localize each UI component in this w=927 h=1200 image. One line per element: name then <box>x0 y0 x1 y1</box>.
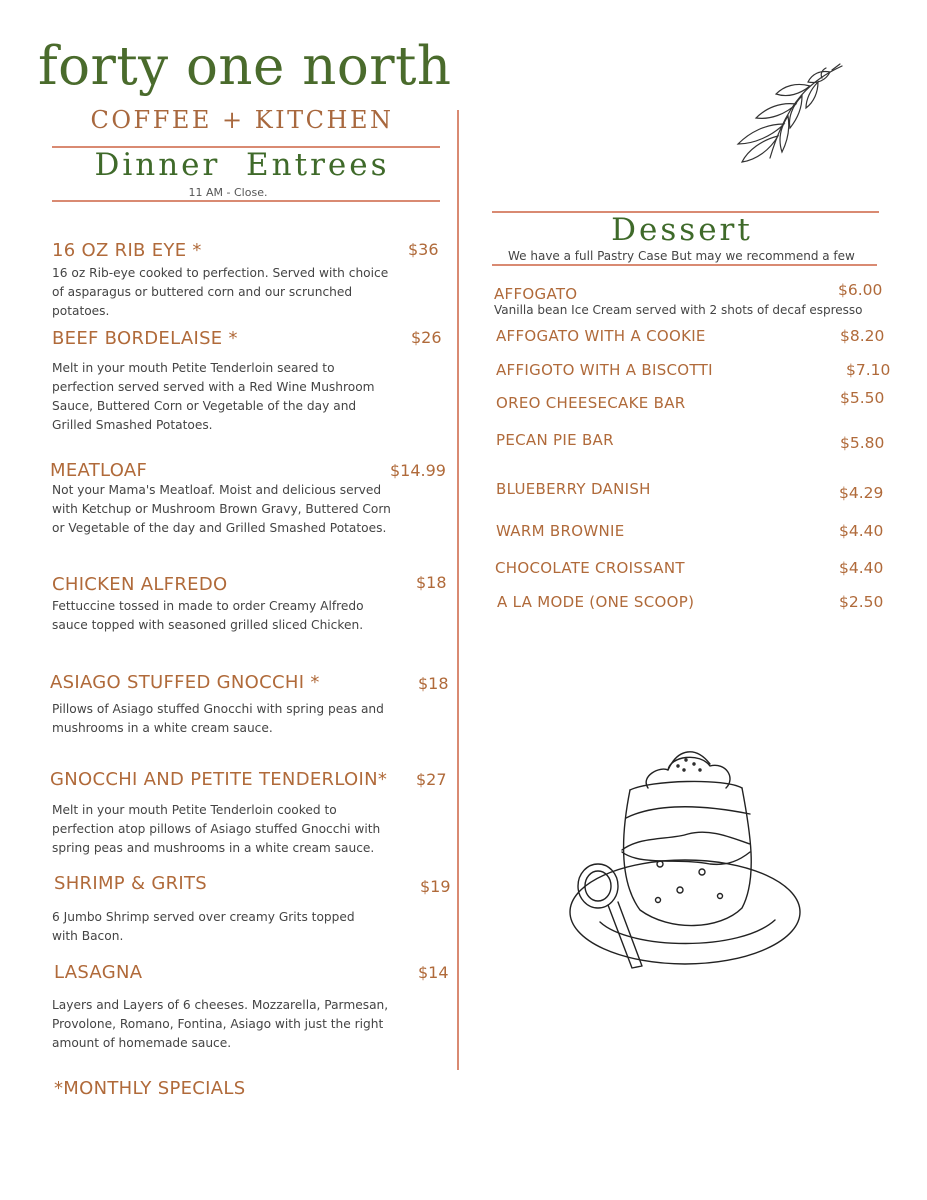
dinner-item-name: CHICKEN ALFREDO <box>52 574 228 595</box>
dinner-footnote: *MONTHLY SPECIALS <box>54 1078 246 1099</box>
dessert-item-name: AFFOGATO <box>494 285 578 303</box>
dessert-item-price: $4.40 <box>839 522 884 540</box>
dinner-bottom-rule <box>52 200 440 202</box>
dinner-item-name: LASAGNA <box>54 962 143 983</box>
dinner-item-price: $14 <box>418 963 449 982</box>
dinner-item-desc: Layers and Layers of 6 cheeses. Mozzarella, Parmesan, Provolone, Romano, Fontina, Asiago with just the right amount of homemade sauce. <box>52 998 389 1050</box>
dessert-item-price: $8.20 <box>840 327 885 345</box>
dinner-item-price: $18 <box>418 674 449 693</box>
dessert-item-name: PECAN PIE BAR <box>496 431 614 449</box>
dinner-item-name: SHRIMP & GRITS <box>54 873 208 894</box>
dessert-item-name: BLUEBERRY DANISH <box>496 480 651 498</box>
dessert-cup-icon <box>560 740 810 980</box>
dinner-item-name: BEEF BORDELAISE * <box>52 328 238 349</box>
dessert-item-price: $2.50 <box>839 593 884 611</box>
dinner-item-price: $26 <box>411 328 442 347</box>
dinner-item-desc: Pillows of Asiago stuffed Gnocchi with spring peas and mushrooms in a white cream sauce. <box>52 702 384 735</box>
dinner-item-desc: Fettuccine tossed in made to order Creamy Alfredo sauce topped with seasoned grilled sliced Chicken. <box>52 599 364 632</box>
dessert-item-name: A LA MODE (ONE SCOOP) <box>497 593 695 611</box>
dinner-item-name: 16 OZ RIB EYE * <box>52 240 202 261</box>
brand-subtitle: COFFEE + KITCHEN <box>90 106 394 134</box>
dessert-item-desc: Vanilla bean Ice Cream served with 2 shots of decaf espresso <box>494 303 863 317</box>
dinner-hours: 11 AM - Close. <box>188 186 268 199</box>
dinner-item-desc: 6 Jumbo Shrimp served over creamy Grits topped with Bacon. <box>52 910 355 943</box>
dessert-item-name: OREO CHEESECAKE BAR <box>496 394 686 412</box>
dessert-item-price: $4.40 <box>839 559 884 577</box>
dessert-item-name: WARM BROWNIE <box>496 522 625 540</box>
dessert-note: We have a full Pastry Case But may we recommend a few <box>508 249 855 263</box>
dinner-item-desc: Melt in your mouth Petite Tenderloin cooked to perfection atop pillows of Asiago stuffed Gnocchi with spring peas and mushrooms in a white cream sauce. <box>52 803 381 855</box>
leaf-branch-icon <box>692 60 852 170</box>
dessert-item-price: $6.00 <box>838 281 883 299</box>
dinner-item-desc: 16 oz Rib-eye cooked to perfection. Served with choice of asparagus or buttered corn and our scrunched potatoes. <box>52 266 389 318</box>
dinner-item-name: ASIAGO STUFFED GNOCCHI * <box>50 672 320 693</box>
dinner-item-price: $18 <box>416 573 447 592</box>
dinner-item-name: MEATLOAF <box>50 460 148 481</box>
dinner-item-price: $14.99 <box>390 461 446 480</box>
dinner-item-price: $27 <box>416 770 447 789</box>
dinner-title: Dinner Entrees <box>94 147 390 183</box>
column-divider <box>457 110 459 1070</box>
dinner-item-price: $36 <box>408 240 439 259</box>
dessert-item-name: AFFIGOTO WITH A BISCOTTI <box>496 361 713 379</box>
dessert-bottom-rule <box>492 264 877 266</box>
dessert-item-price: $5.50 <box>840 389 885 407</box>
dessert-item-name: CHOCOLATE CROISSANT <box>495 559 685 577</box>
dinner-item-desc: Not your Mama's Meatloaf. Moist and delicious served with Ketchup or Mushroom Brown Gravy, Buttered Corn or Vegetable of the day and Grilled Smashed Potatoes. <box>52 483 391 535</box>
brand-name: forty one north <box>38 36 452 97</box>
dessert-item-name: AFFOGATO WITH A COOKIE <box>496 327 706 345</box>
dessert-item-price: $5.80 <box>840 434 885 452</box>
dinner-item-price: $19 <box>420 877 451 896</box>
dinner-item-desc: Melt in your mouth Petite Tenderloin seared to perfection served served with a Red Wine Mushroom Sauce, Buttered Corn or Vegetable of the day and Grilled Smashed Potatoes. <box>52 361 375 432</box>
dessert-item-price: $7.10 <box>846 361 891 379</box>
dessert-item-price: $4.29 <box>839 484 884 502</box>
dinner-item-name: GNOCCHI AND PETITE TENDERLOIN* <box>50 769 388 790</box>
dessert-title: Dessert <box>611 212 753 248</box>
